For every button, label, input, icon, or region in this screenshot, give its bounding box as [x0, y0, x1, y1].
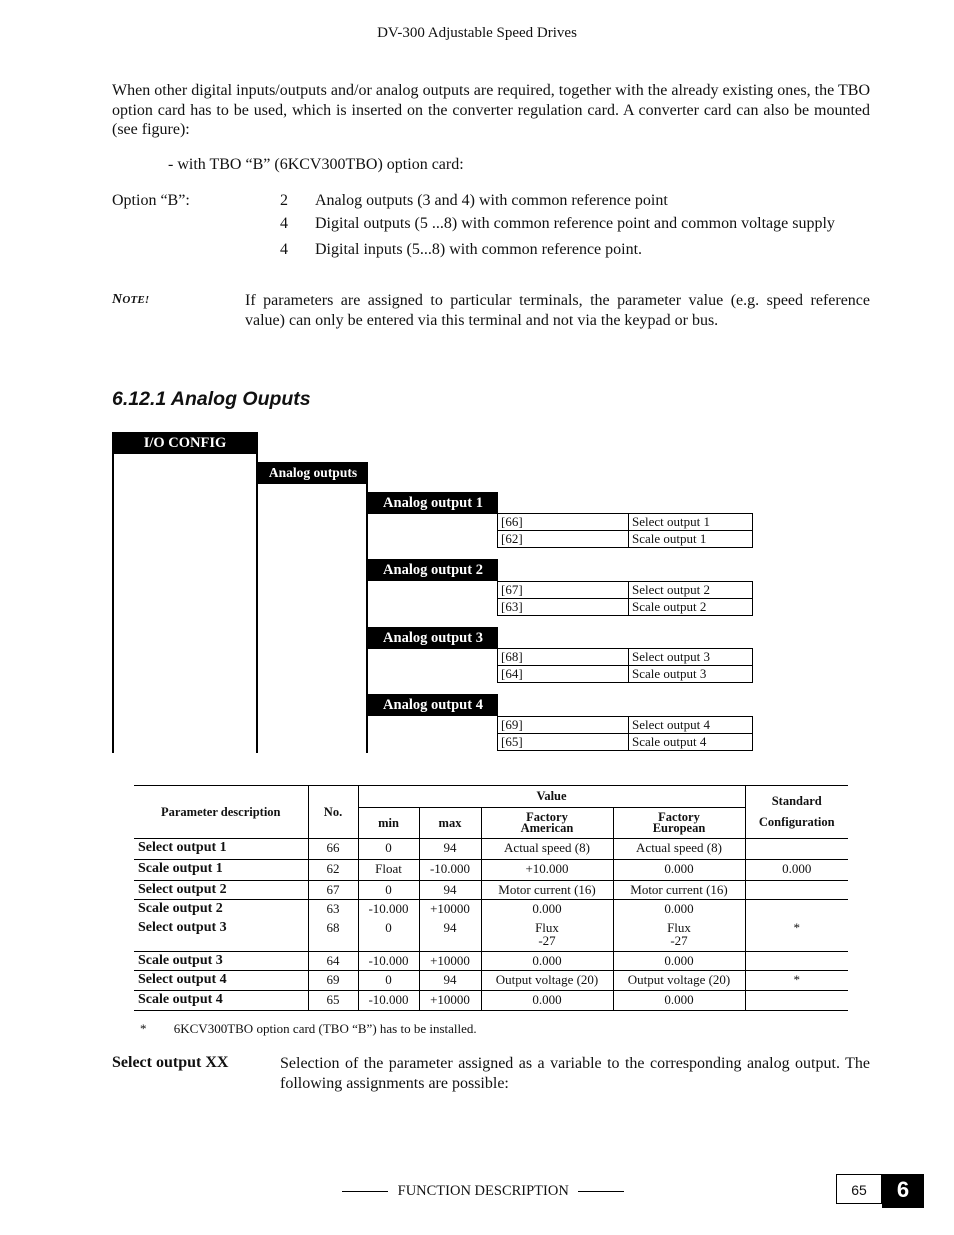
cell-factory-american: [481, 991, 613, 1011]
cell-factory-american: [481, 919, 613, 952]
cell-factory-european: [613, 919, 745, 952]
param-no: [69]: [498, 717, 629, 734]
cell-no-text: 62: [326, 861, 340, 876]
cell-min-text: -10.000: [368, 901, 409, 916]
option-count: 4: [280, 241, 288, 258]
cell-standard: [745, 991, 848, 1011]
cell-min: [358, 881, 419, 900]
cell-max-text: +10000: [430, 953, 470, 968]
tree-sub-block: Analog outputs: [258, 462, 368, 484]
header-factory-european: [613, 808, 745, 839]
cell-description-text: Scale output 3: [138, 953, 223, 968]
cell-max-text: 94: [443, 919, 457, 935]
cell-max: [419, 860, 481, 881]
tree-line: [112, 432, 114, 753]
option-item: [280, 241, 288, 259]
cell-min: [358, 919, 419, 952]
chapter-tab: 6: [882, 1174, 924, 1208]
cell-no-text: 68: [326, 919, 340, 935]
option-text: Digital inputs (5...8) with common reference point.: [315, 241, 643, 258]
note-text: If parameters are assigned to particular terminals, the parameter value (e.g. speed reference value) can only be entered via this terminal and not via the keypad or bus.: [245, 292, 870, 329]
header-factory: Factory: [658, 810, 700, 824]
param-name: Scale output 3: [629, 666, 753, 683]
param-table-1: [497, 513, 753, 548]
param-name: Scale output 2: [629, 599, 753, 616]
cell-description: [134, 881, 308, 900]
cell-factory-european: [613, 860, 745, 881]
parameter-table: [134, 785, 848, 1011]
header-standard: Standard: [771, 794, 822, 808]
cell-min: [358, 839, 419, 860]
param-name: Scale output 1: [629, 531, 753, 548]
param-row: [498, 514, 753, 531]
cell-max-text: -10.000: [429, 861, 471, 876]
cell-no-text: 63: [326, 901, 340, 916]
footnote: [140, 1021, 477, 1037]
option-count: 2: [280, 192, 288, 209]
table-row: [134, 900, 848, 919]
footer-rule: [342, 1191, 388, 1192]
cell-max-text: 94: [443, 972, 457, 987]
cell-description: [134, 952, 308, 971]
cell-no: [308, 860, 358, 881]
cell-factory-american-code: -27: [538, 932, 556, 948]
note-label-initial: N: [112, 292, 123, 307]
table-row: [134, 881, 848, 900]
param-no: [67]: [498, 582, 629, 599]
cell-description-text: Select output 1: [138, 840, 227, 855]
cell-factory-european-text: Output voltage (20): [627, 972, 731, 987]
header-factory-american: [481, 808, 613, 839]
cell-standard: [745, 839, 848, 860]
table-header-row: [134, 786, 848, 808]
cell-standard: [745, 919, 848, 952]
cell-factory-american-text: 0.000: [532, 992, 562, 1007]
cell-no-text: 67: [326, 882, 340, 897]
cell-max: [419, 991, 481, 1011]
select-output-description: Selection of the parameter assigned as a variable to the corresponding analog output. The following assignments are possible:: [280, 1055, 870, 1092]
header-no: No.: [308, 786, 358, 839]
intro-paragraph: When other digital inputs/outputs and/or analog outputs are required, together with the already existing ones, the TBO option card has to be used, which is inserted on the converter regulation card. A converter card can also be mounted (see figure):: [112, 82, 870, 138]
cell-description: [134, 919, 308, 952]
cell-no: [308, 881, 358, 900]
option-item: [280, 192, 288, 210]
footnote-text: 6KCV300TBO option card (TBO “B”) has to be installed.: [173, 1021, 477, 1036]
cell-factory-american-text: 0.000: [532, 901, 562, 916]
cell-max: [419, 839, 481, 860]
cell-description-text: Select output 2: [138, 882, 227, 897]
option-count: 4: [280, 215, 288, 232]
analog-output-2-block: Analog output 2: [368, 559, 498, 581]
cell-factory-european: [613, 900, 745, 919]
table-row: [134, 919, 848, 952]
table-row: [134, 991, 848, 1011]
param-row: [498, 649, 753, 666]
cell-factory-american-text: 0.000: [532, 953, 562, 968]
tree-root-block: I/O CONFIG: [112, 432, 258, 454]
param-row: [498, 599, 753, 616]
cell-factory-american: [481, 881, 613, 900]
cell-factory-american-text: Actual speed (8): [504, 840, 590, 855]
cell-max-text: +10000: [430, 992, 470, 1007]
cell-min-text: 0: [385, 882, 392, 897]
cell-min: [358, 860, 419, 881]
cell-factory-american-text: +10.000: [525, 861, 569, 876]
cell-min: [358, 991, 419, 1011]
note-label-rest: OTE!: [122, 294, 150, 306]
header-param-description: Parameter description: [134, 786, 308, 839]
cell-description: [134, 860, 308, 881]
cell-factory-european: [613, 881, 745, 900]
select-output-term: Select output XX: [112, 1054, 229, 1071]
header-factory: Factory: [526, 810, 568, 824]
analog-output-3-block: Analog output 3: [368, 627, 498, 649]
header-value: Value: [358, 786, 745, 808]
page-number: 65: [836, 1174, 882, 1204]
param-name: Select output 3: [629, 649, 753, 666]
header-european: European: [652, 821, 706, 835]
cell-min-text: 0: [385, 840, 392, 855]
param-name: Scale output 4: [629, 734, 753, 751]
cell-standard: [745, 860, 848, 881]
cell-factory-american: [481, 971, 613, 991]
cell-factory-european-text: 0.000: [664, 953, 694, 968]
option-label: Option “B”:: [112, 192, 190, 209]
param-no: [62]: [498, 531, 629, 548]
cell-max: [419, 952, 481, 971]
header-american: American: [520, 821, 574, 835]
cell-factory-european-text: Flux: [667, 919, 691, 935]
footer-text: FUNCTION DESCRIPTION: [397, 1183, 569, 1199]
note-label: [112, 292, 149, 308]
param-no: [65]: [498, 734, 629, 751]
cell-factory-european: [613, 952, 745, 971]
analog-output-4-block: Analog output 4: [368, 694, 498, 716]
cell-min-text: -10.000: [368, 953, 409, 968]
table-row: [134, 839, 848, 860]
cell-min-text: 0: [385, 972, 392, 987]
cell-min: [358, 900, 419, 919]
cell-factory-european-text: Motor current (16): [630, 882, 728, 897]
cell-factory-european-text: 0.000: [664, 992, 694, 1007]
cell-factory-european: [613, 839, 745, 860]
table-row: [134, 952, 848, 971]
cell-description-text: Select output 4: [138, 972, 227, 987]
cell-no: [308, 971, 358, 991]
cell-standard: [745, 881, 848, 900]
header-min: min: [358, 808, 419, 839]
param-no: [63]: [498, 599, 629, 616]
cell-no: [308, 900, 358, 919]
param-no: [68]: [498, 649, 629, 666]
param-row: [498, 717, 753, 734]
cell-no: [308, 839, 358, 860]
cell-standard: [745, 952, 848, 971]
cell-max-text: 94: [443, 882, 457, 897]
cell-description: [134, 839, 308, 860]
cell-max: [419, 881, 481, 900]
param-table-4: [497, 716, 753, 751]
cell-max-text: 94: [443, 840, 457, 855]
param-row: [498, 666, 753, 683]
cell-description: [134, 991, 308, 1011]
analog-output-1-block: Analog output 1: [368, 492, 498, 514]
footnote-mark: *: [140, 1021, 147, 1036]
param-row: [498, 582, 753, 599]
cell-factory-american: [481, 900, 613, 919]
header-standard-configuration: [745, 786, 848, 839]
header-configuration: Configuration: [758, 815, 835, 829]
param-name: Select output 1: [629, 514, 753, 531]
table-row: [134, 860, 848, 881]
cell-min-text: -10.000: [368, 992, 409, 1007]
cell-standard-text: *: [793, 919, 800, 935]
cell-factory-american-text: Output voltage (20): [495, 972, 599, 987]
cell-factory-european: [613, 991, 745, 1011]
cell-no-text: 66: [326, 840, 340, 855]
cell-description-text: Scale output 4: [138, 992, 223, 1007]
cell-factory-american: [481, 952, 613, 971]
cell-description: [134, 971, 308, 991]
cell-no-text: 64: [326, 953, 340, 968]
tbo-line: - with TBO “B” (6KCV300TBO) option card:: [168, 156, 464, 173]
footer-rule: [578, 1191, 624, 1192]
cell-description-text: Select output 3: [138, 919, 227, 935]
cell-no: [308, 952, 358, 971]
cell-description-text: Scale output 1: [138, 861, 223, 876]
cell-factory-american: [481, 839, 613, 860]
option-text: Digital outputs (5 ...8) with common reference point and common voltage supply: [315, 215, 835, 232]
cell-max: [419, 971, 481, 991]
cell-max: [419, 900, 481, 919]
cell-max: [419, 919, 481, 952]
param-name: Select output 2: [629, 582, 753, 599]
cell-factory-european-text: 0.000: [664, 901, 694, 916]
cell-no-text: 65: [326, 992, 340, 1007]
cell-standard-text: 0.000: [782, 861, 812, 876]
cell-factory-european-text: Actual speed (8): [636, 840, 722, 855]
cell-factory-american-text: Flux: [535, 919, 559, 935]
cell-description-text: Scale output 2: [138, 901, 223, 916]
cell-standard-text: *: [793, 972, 800, 987]
page-header: DV-300 Adjustable Speed Drives: [377, 25, 577, 41]
cell-no-text: 69: [326, 972, 340, 987]
param-row: [498, 531, 753, 548]
page-footer: [342, 1183, 624, 1200]
cell-factory-european: [613, 971, 745, 991]
table-row: [134, 971, 848, 991]
cell-no: [308, 919, 358, 952]
cell-min-text: Float: [375, 861, 402, 876]
option-text: Analog outputs (3 and 4) with common reference point: [315, 192, 668, 209]
cell-description: [134, 900, 308, 919]
section-title: 6.12.1 Analog Ouputs: [112, 388, 311, 410]
cell-min-text: 0: [385, 919, 392, 935]
header-max: max: [419, 808, 481, 839]
param-row: [498, 734, 753, 751]
cell-factory-american-text: Motor current (16): [498, 882, 596, 897]
param-no: [64]: [498, 666, 629, 683]
cell-min: [358, 971, 419, 991]
cell-factory-european-code: -27: [670, 932, 688, 948]
cell-max-text: +10000: [430, 901, 470, 916]
option-item: [280, 215, 288, 233]
param-name: Select output 4: [629, 717, 753, 734]
cell-standard: [745, 971, 848, 991]
cell-standard: [745, 900, 848, 919]
param-no: [66]: [498, 514, 629, 531]
cell-min: [358, 952, 419, 971]
cell-factory-american: [481, 860, 613, 881]
cell-factory-european-text: 0.000: [664, 861, 694, 876]
cell-no: [308, 991, 358, 1011]
param-table-2: [497, 581, 753, 616]
param-table-3: [497, 648, 753, 683]
